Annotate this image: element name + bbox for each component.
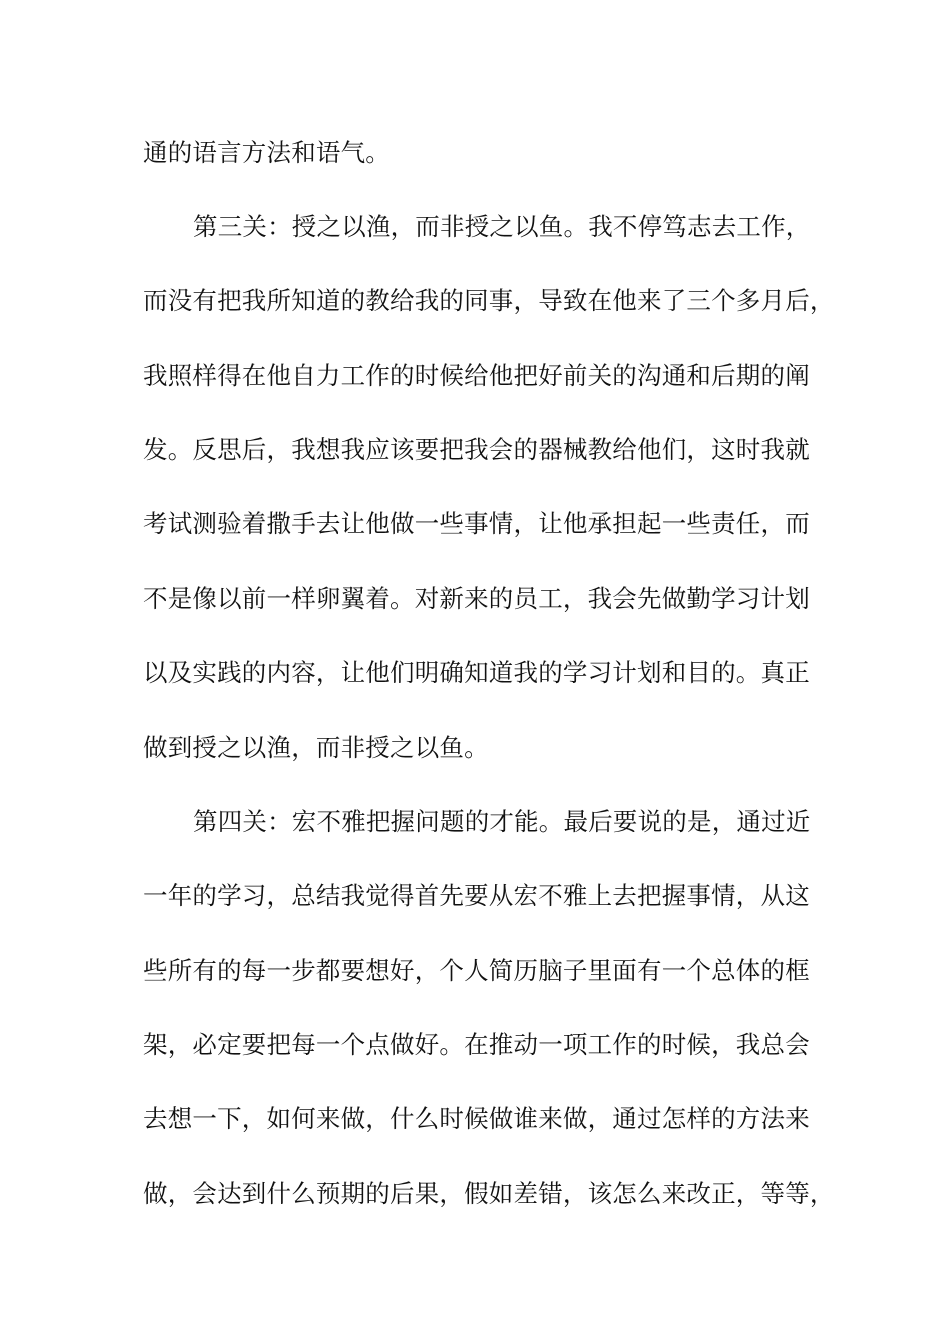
text-line: 考试测验着撒手去让他做一些事情，让他承担起一些责任，而 [143, 509, 810, 538]
text-line: 架，必定要把每一个点做好。在推动一项工作的时候，我总会 [143, 1030, 810, 1059]
paragraph-start-line: 第三关：授之以渔，而非授之以鱼。我不停笃志去工作， [193, 212, 811, 241]
text-line: 而没有把我所知道的教给我的同事，导致在他来了三个多月后， [143, 286, 835, 315]
text-line: 通的语言方法和语气。 [143, 138, 390, 167]
text-line: 些所有的每一步都要想好，个人简历脑子里面有一个总体的框 [143, 956, 810, 985]
text-line: 去想一下，如何来做，什么时候做谁来做，通过怎样的方法来 [143, 1104, 810, 1133]
text-line: 做到授之以渔，而非授之以鱼。 [143, 733, 489, 762]
paragraph-start-line: 第四关：宏不雅把握问题的才能。最后要说的是，通过近 [193, 807, 811, 836]
text-line: 一年的学习，总结我觉得首先要从宏不雅上去把握事情，从这 [143, 881, 810, 910]
text-line: 做，会达到什么预期的后果，假如差错，该怎么来改正，等等， [143, 1179, 835, 1208]
text-line: 发。反思后，我想我应该要把我会的器械教给他们，这时我就 [143, 435, 810, 464]
text-line: 我照样得在他自力工作的时候给他把好前关的沟通和后期的阐 [143, 361, 810, 390]
text-line: 不是像以前一样卵翼着。对新来的员工，我会先做勤学习计划 [143, 584, 810, 613]
text-line: 以及实践的内容，让他们明确知道我的学习计划和目的。真正 [143, 658, 810, 687]
